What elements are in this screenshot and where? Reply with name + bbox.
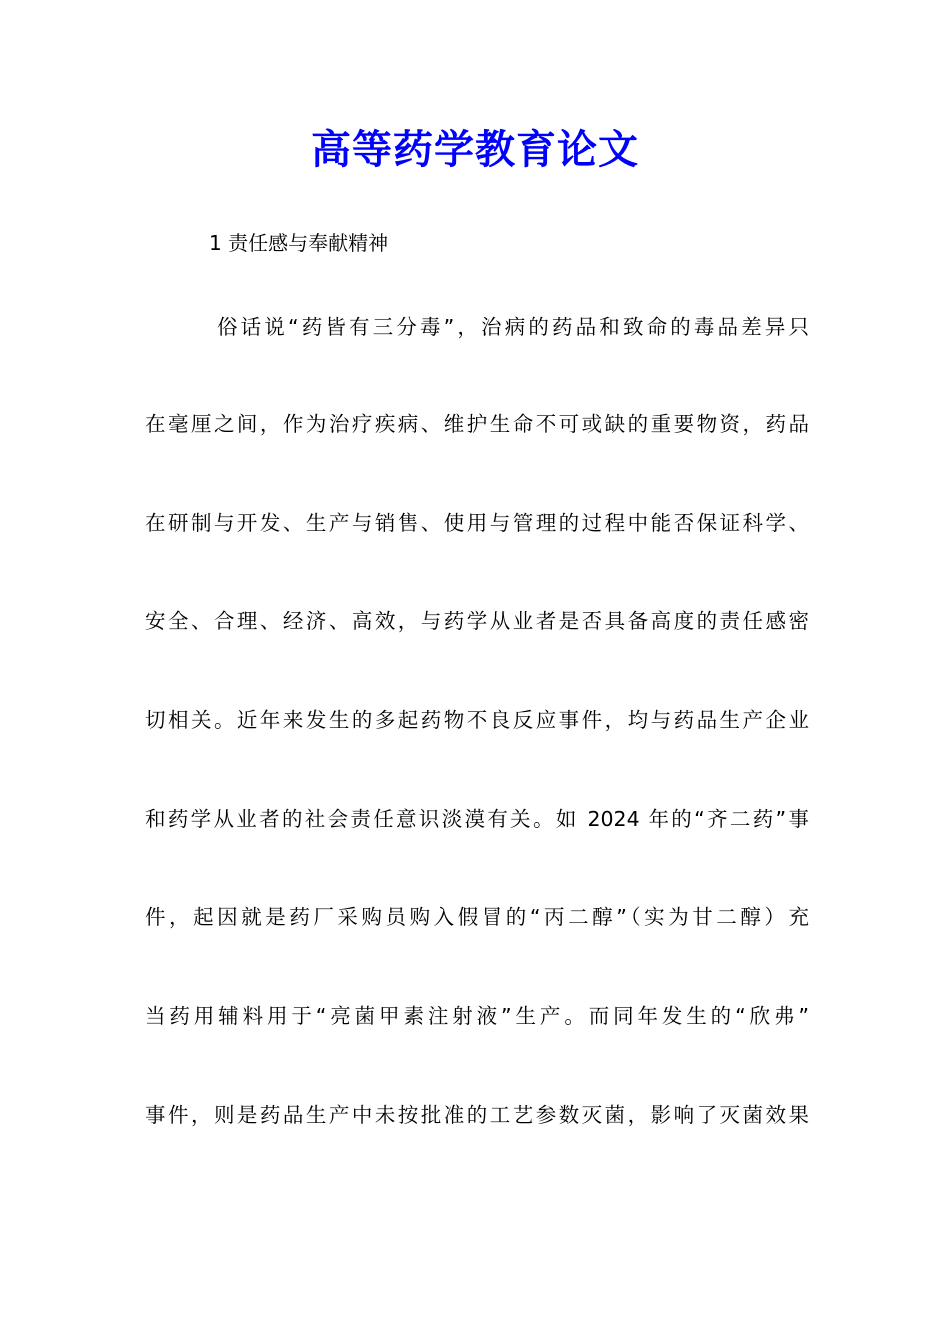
paragraph-line: 切相关。近年来发生的多起药物不良反应事件，均与药品生产企业 (145, 708, 809, 732)
paragraph-line: 和药学从业者的社会责任意识淡漠有关。如 2024 年的“齐二药”事 (145, 807, 809, 831)
paragraph-line: 事件，则是药品生产中未按批准的工艺参数灭菌，影响了灭菌效果 (145, 1103, 809, 1127)
document-title: 高等药学教育论文 (311, 126, 639, 173)
paragraph-line: 当药用辅料用于“亮菌甲素注射液”生产。而同年发生的“欣弗” (145, 1004, 809, 1028)
paragraph-line: 安全、合理、经济、高效，与药学从业者是否具备高度的责任感密 (145, 609, 809, 633)
paragraph-line: 在毫厘之间，作为治疗疾病、维护生命不可或缺的重要物资，药品 (145, 412, 809, 436)
paragraph-line: 在研制与开发、生产与销售、使用与管理的过程中能否保证科学、 (145, 511, 809, 535)
section-heading: 1 责任感与奉献精神 (209, 231, 389, 255)
paragraph-line: 俗话说“药皆有三分毒”，治病的药品和致命的毒品差异只 (217, 315, 809, 339)
paragraph-line: 件，起因就是药厂采购员购入假冒的“丙二醇”（实为甘二醇）充 (145, 905, 809, 929)
